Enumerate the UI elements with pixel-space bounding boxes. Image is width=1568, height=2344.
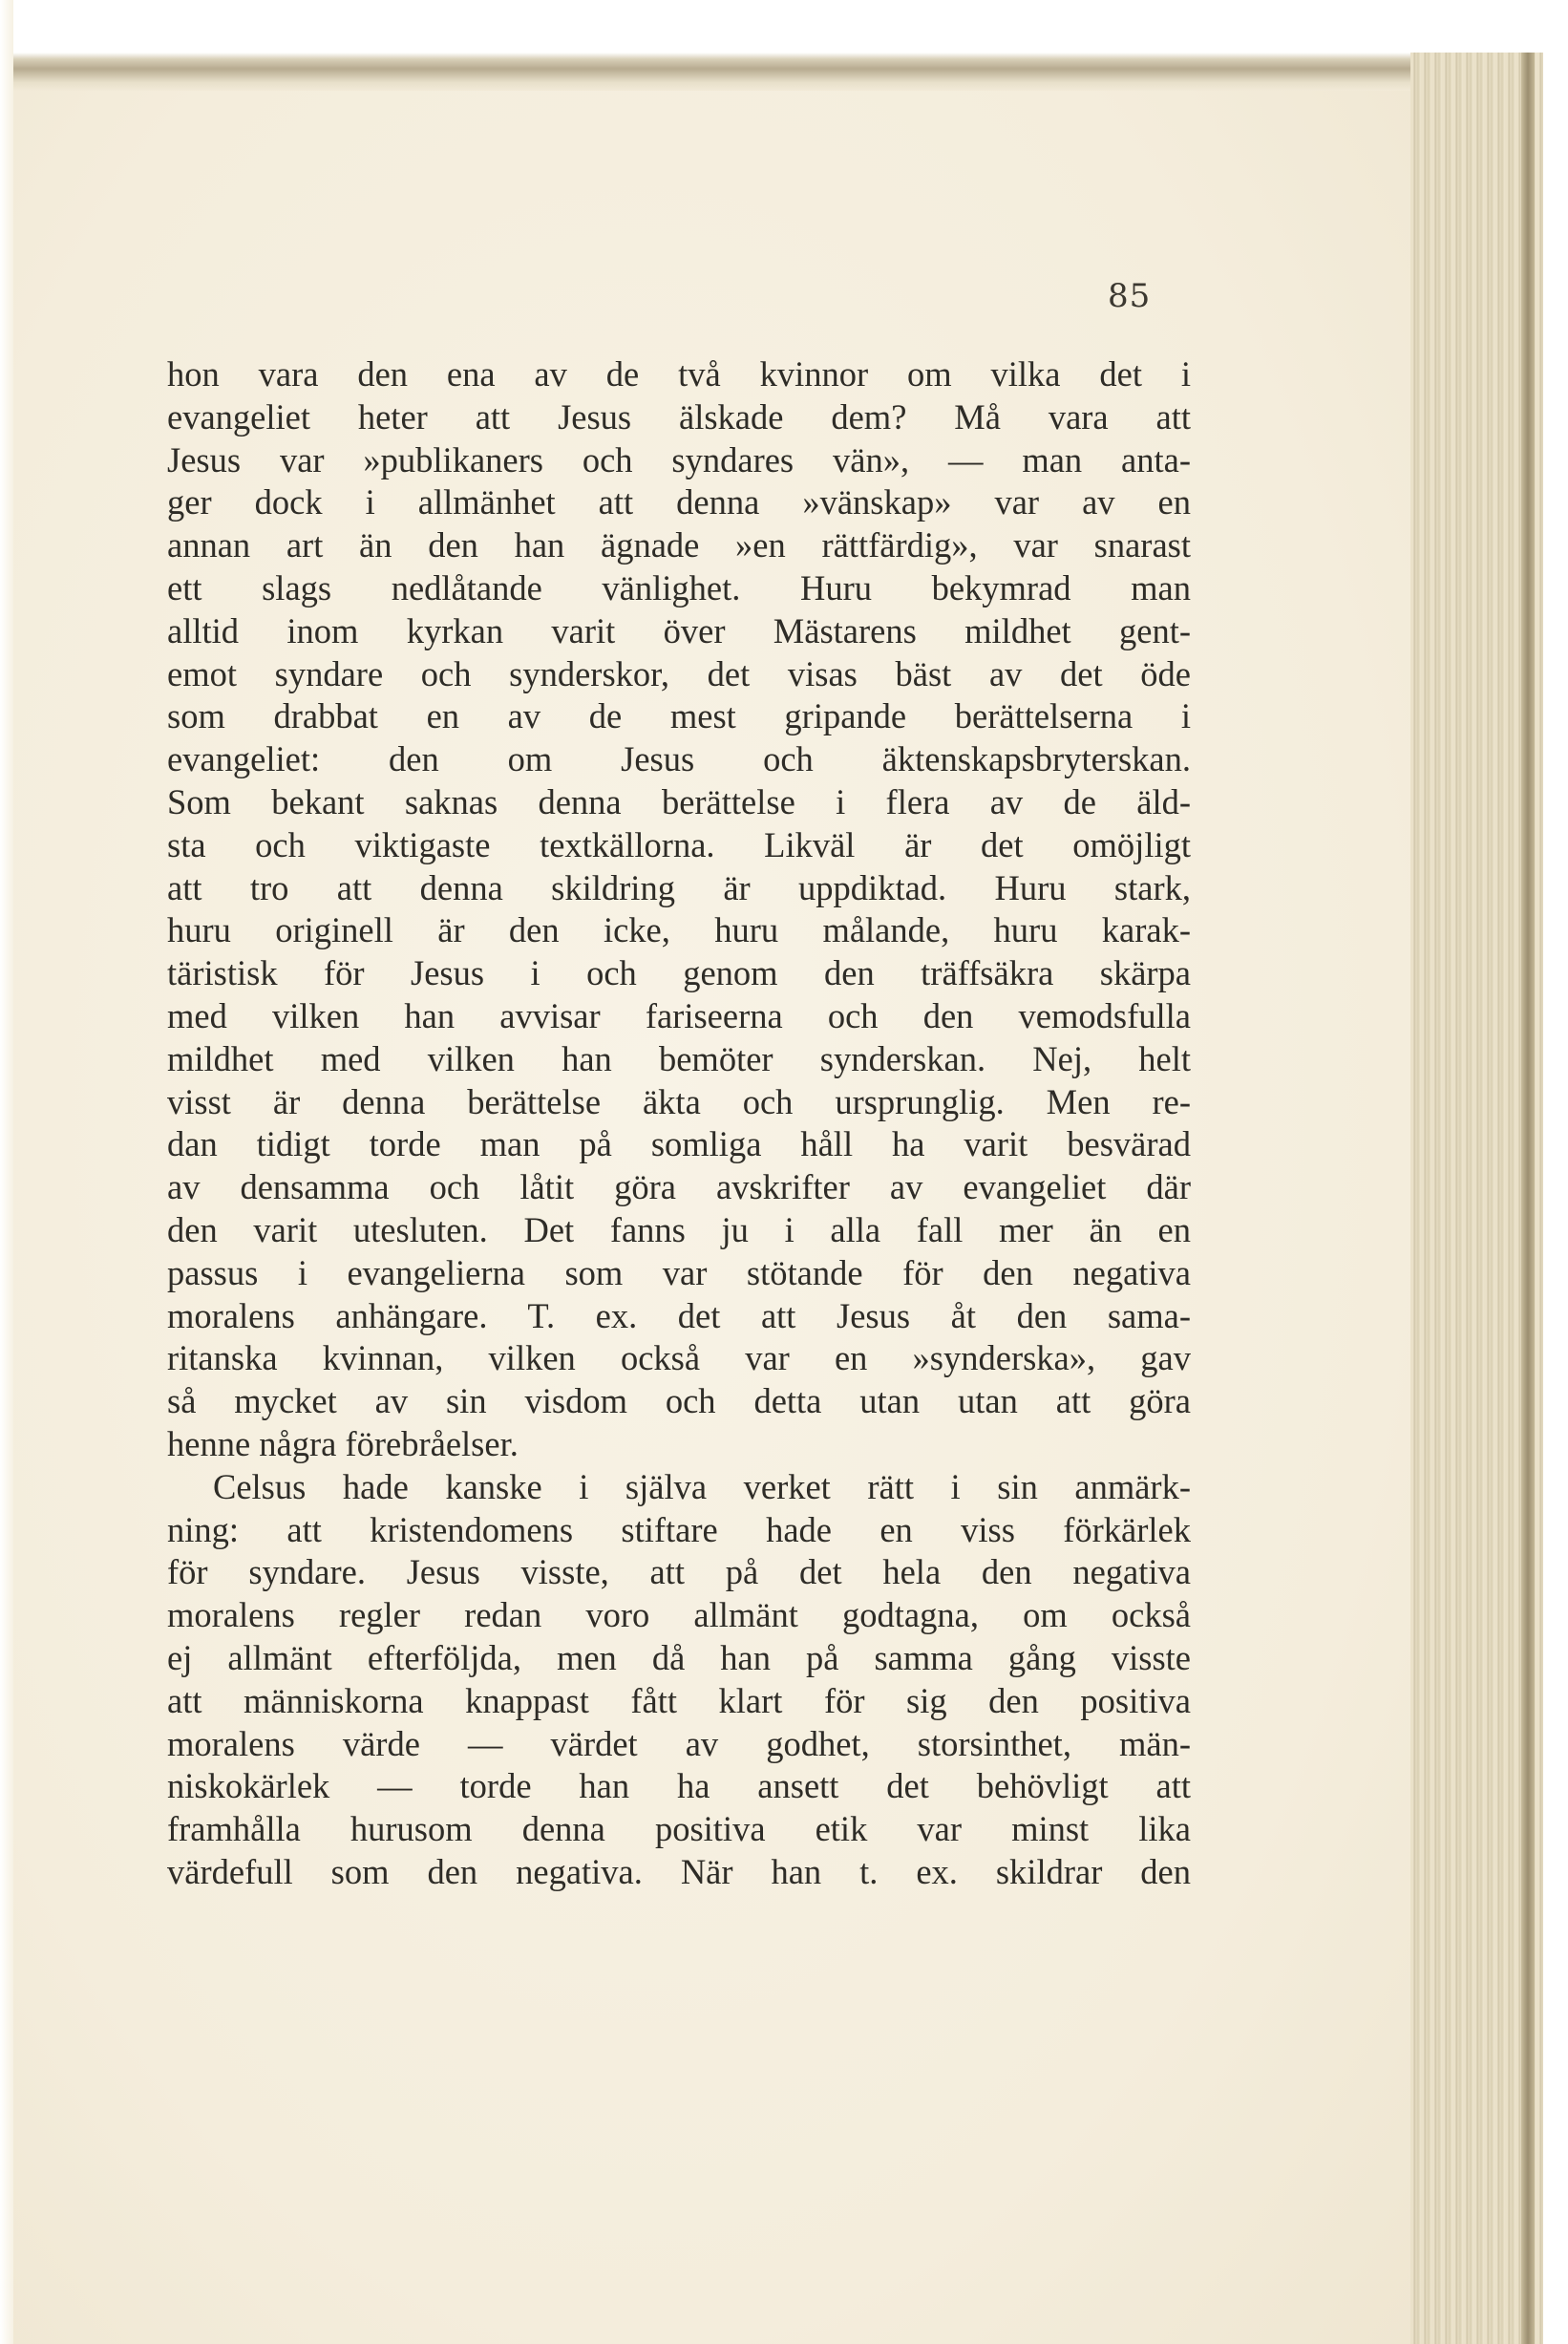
- text-line: den varit utesluten. Det fanns ju i alla fall mer än en: [167, 1209, 1191, 1249]
- text-line: passus i evangelierna som var stötande för den negativa: [167, 1252, 1191, 1292]
- text-line: hon vara den ena av de två kvinnor om vilka det i: [167, 354, 1191, 394]
- text-line: moralens värde — värdet av godhet, storsinthet, män-: [167, 1723, 1191, 1763]
- text-line: ger dock i allmänhet att denna »vänskap» var av en: [167, 482, 1191, 522]
- text-line: Jesus var »publikaners och syndares vän», — man anta-: [167, 439, 1191, 479]
- text-line: sta och viktigaste textkällorna. Likväl är det omöjligt: [167, 824, 1191, 864]
- text-line: täristisk för Jesus i och genom den träffsäkra skärpa: [167, 953, 1191, 993]
- text-line: med vilken han avvisar fariseerna och den vemodsfulla: [167, 995, 1191, 1035]
- text-line: så mycket av sin visdom och detta utan utan att göra: [167, 1381, 1191, 1421]
- text-line: ritanska kvinnan, vilken också var en »synderska», gav: [167, 1338, 1191, 1378]
- paragraph-end-line: henne några förebråelser.: [167, 1423, 519, 1463]
- text-line: annan art än den han ägnade »en rättfärdig», var snarast: [167, 525, 1191, 565]
- page-number: 85: [1108, 277, 1152, 315]
- text-line: framhålla hurusom denna positiva etik var minst lika: [167, 1809, 1191, 1849]
- body-text: [167, 353, 1191, 1894]
- book-top-edge: [0, 0, 1568, 91]
- text-line: för syndare. Jesus visste, att på det hela den negativa: [167, 1552, 1191, 1592]
- text-line: alltid inom kyrkan varit över Mästarens mildhet gent-: [167, 610, 1191, 650]
- text-line: dan tidigt torde man på somliga håll ha varit besvärad: [167, 1124, 1191, 1164]
- text-line: att människorna knappast fått klart för sig den positiva: [167, 1680, 1191, 1720]
- text-line: emot syndare och synderskor, det visas bäst av det öde: [167, 653, 1191, 693]
- text-line: ning: att kristendomens stiftare hade en viss förkärlek: [167, 1509, 1191, 1549]
- text-line: ej allmänt efterföljda, men då han på samma gång visste: [167, 1637, 1191, 1677]
- text-line: som drabbat en av de mest gripande berättelserna i: [167, 696, 1191, 736]
- page-stack-shadow: [1521, 53, 1535, 2344]
- text-line: att tro att denna skildring är uppdiktad. Huru stark,: [167, 867, 1191, 907]
- paragraph-start-line: Celsus hade kanske i själva verket rätt i sin anmärk-: [213, 1466, 1191, 1506]
- text-line: värdefull som den negativa. När han t. ex. skildrar den: [167, 1851, 1191, 1891]
- text-line: niskokärlek — torde han ha ansett det behövligt att: [167, 1766, 1191, 1806]
- text-line: huru originell är den icke, huru målande, huru karak-: [167, 910, 1191, 950]
- text-line: moralens anhängare. T. ex. det att Jesus åt den sama-: [167, 1295, 1191, 1335]
- text-line: visst är denna berättelse äkta och ursprunglig. Men re-: [167, 1081, 1191, 1121]
- scan-right-margin: [1543, 53, 1568, 2344]
- scan-left-margin: [0, 0, 13, 2344]
- text-line: av densamma och låtit göra avskrifter av evangeliet där: [167, 1167, 1191, 1207]
- text-line: evangeliet heter att Jesus älskade dem? Må vara att: [167, 396, 1191, 437]
- text-line: mildhet med vilken han bemöter synderskan. Nej, helt: [167, 1038, 1191, 1078]
- text-line: evangeliet: den om Jesus och äktenskapsbryterskan.: [167, 739, 1191, 779]
- text-line: ett slags nedlåtande vänlighet. Huru bekymrad man: [167, 567, 1191, 607]
- text-line: Som bekant saknas denna berättelse i flera av de äld-: [167, 781, 1191, 821]
- text-line: moralens regler redan voro allmänt godtagna, om också: [167, 1595, 1191, 1635]
